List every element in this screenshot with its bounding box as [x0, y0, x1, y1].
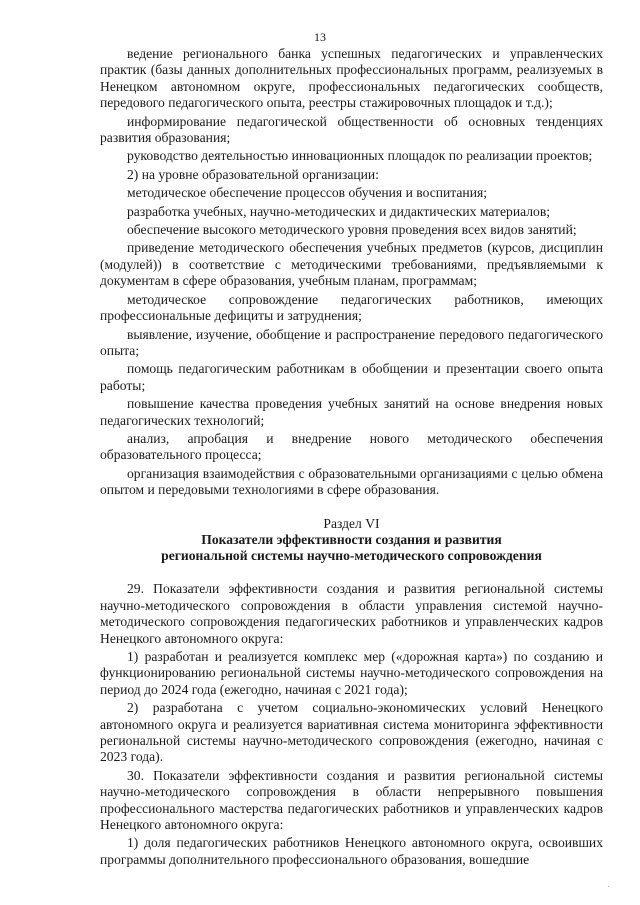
list-item: методическое сопровождение педагогических работников, имеющих профессиональные дефициты и затруднения;: [100, 291, 603, 324]
sublevel-heading: 2) на уровне образовательной организации:: [127, 166, 379, 182]
spacer: [100, 564, 603, 581]
list-item: помощь педагогическим работникам в обобщении и презентации своего опыта работы;: [100, 361, 603, 393]
list-item: приведение методического обеспечения учебных предметов (курсов, дисциплин (модулей)) в соответствие с методическими требованиями, предъявляемыми к документам в сфере образования, учебным планам, программам;: [100, 240, 603, 289]
list-item: повышение качества проведения учебных занятий на основе внедрения новых педагогических технологий;: [100, 396, 603, 428]
paragraph: 30. Показатели эффективности создания и развития региональной системы научно-методического сопровождения в области непрерывного повышения профессионального мастерства педагогических работников и управленческих кадров Ненецкого автономного округа:: [100, 767, 603, 833]
list-item: анализ, апробация и внедрение нового методического обеспечения образовательного процесса;: [100, 430, 603, 463]
section-heading: [100, 515, 603, 565]
list-item: информирование педагогической общественности об основных тенденциях развития образования;: [100, 113, 603, 146]
list-item: разработка учебных, научно-методических и дидактических материалов;: [127, 203, 551, 219]
list-item: обеспечение высокого методического уровня проведения всех видов занятий;: [127, 222, 577, 238]
paragraph: 29. Показатели эффективности создания и развития региональной системы научно-методического сопровождения в области управления системой научно-методического сопровождения педагогических работников и управленческих кадров Ненецкого автономного округа:: [100, 581, 603, 646]
paragraph: 2) разработана с учетом социально-экономических условий Ненецкого автономного округа и реализуется вариативная система мониторинга эффективности региональной системы научно-методического сопровождения (ежегодно, начиная с 2023 года).: [100, 700, 603, 765]
section-title-line: региональной системы научно-методического сопровождения: [161, 547, 542, 563]
list-item: ведение регионального банка успешных педагогических и управленческих практик (базы данных дополнительных профессиональных программ, реализуемых в Ненецком автономном округе, профессиональных педагогических сообществ, передового педагогического опыта, реестры стажировочных площадок и т.д.);: [100, 46, 603, 111]
list-item: методическое обеспечение процессов обучения и воспитания;: [127, 185, 488, 201]
scan-mark: .: [607, 879, 610, 889]
document-body: [100, 46, 603, 868]
list-item: руководство деятельностью инновационных площадок по реализации проектов;: [127, 148, 593, 164]
section-title-line: Показатели эффективности создания и развития: [201, 531, 502, 547]
paragraph: 1) разработан и реализуется комплекс мер («дорожная карта») по созданию и функционированию региональной системы научно-методического сопровождения на период до 2024 года (ежегодно, начиная с 2021 года);: [100, 649, 603, 697]
page-number: 13: [314, 30, 326, 44]
list-item: выявление, изучение, обобщение и распространение передового педагогического опыта;: [100, 326, 603, 358]
section-label: Раздел VI: [323, 515, 380, 531]
list-item: организация взаимодействия с образовательными организациями с целью обмена опытом и передовыми технологиями в сфере образования.: [100, 465, 603, 498]
paragraph: 1) доля педагогических работников Ненецкого автономного округа, освоивших программы дополнительного профессионального образования, вошедшие: [100, 835, 603, 867]
